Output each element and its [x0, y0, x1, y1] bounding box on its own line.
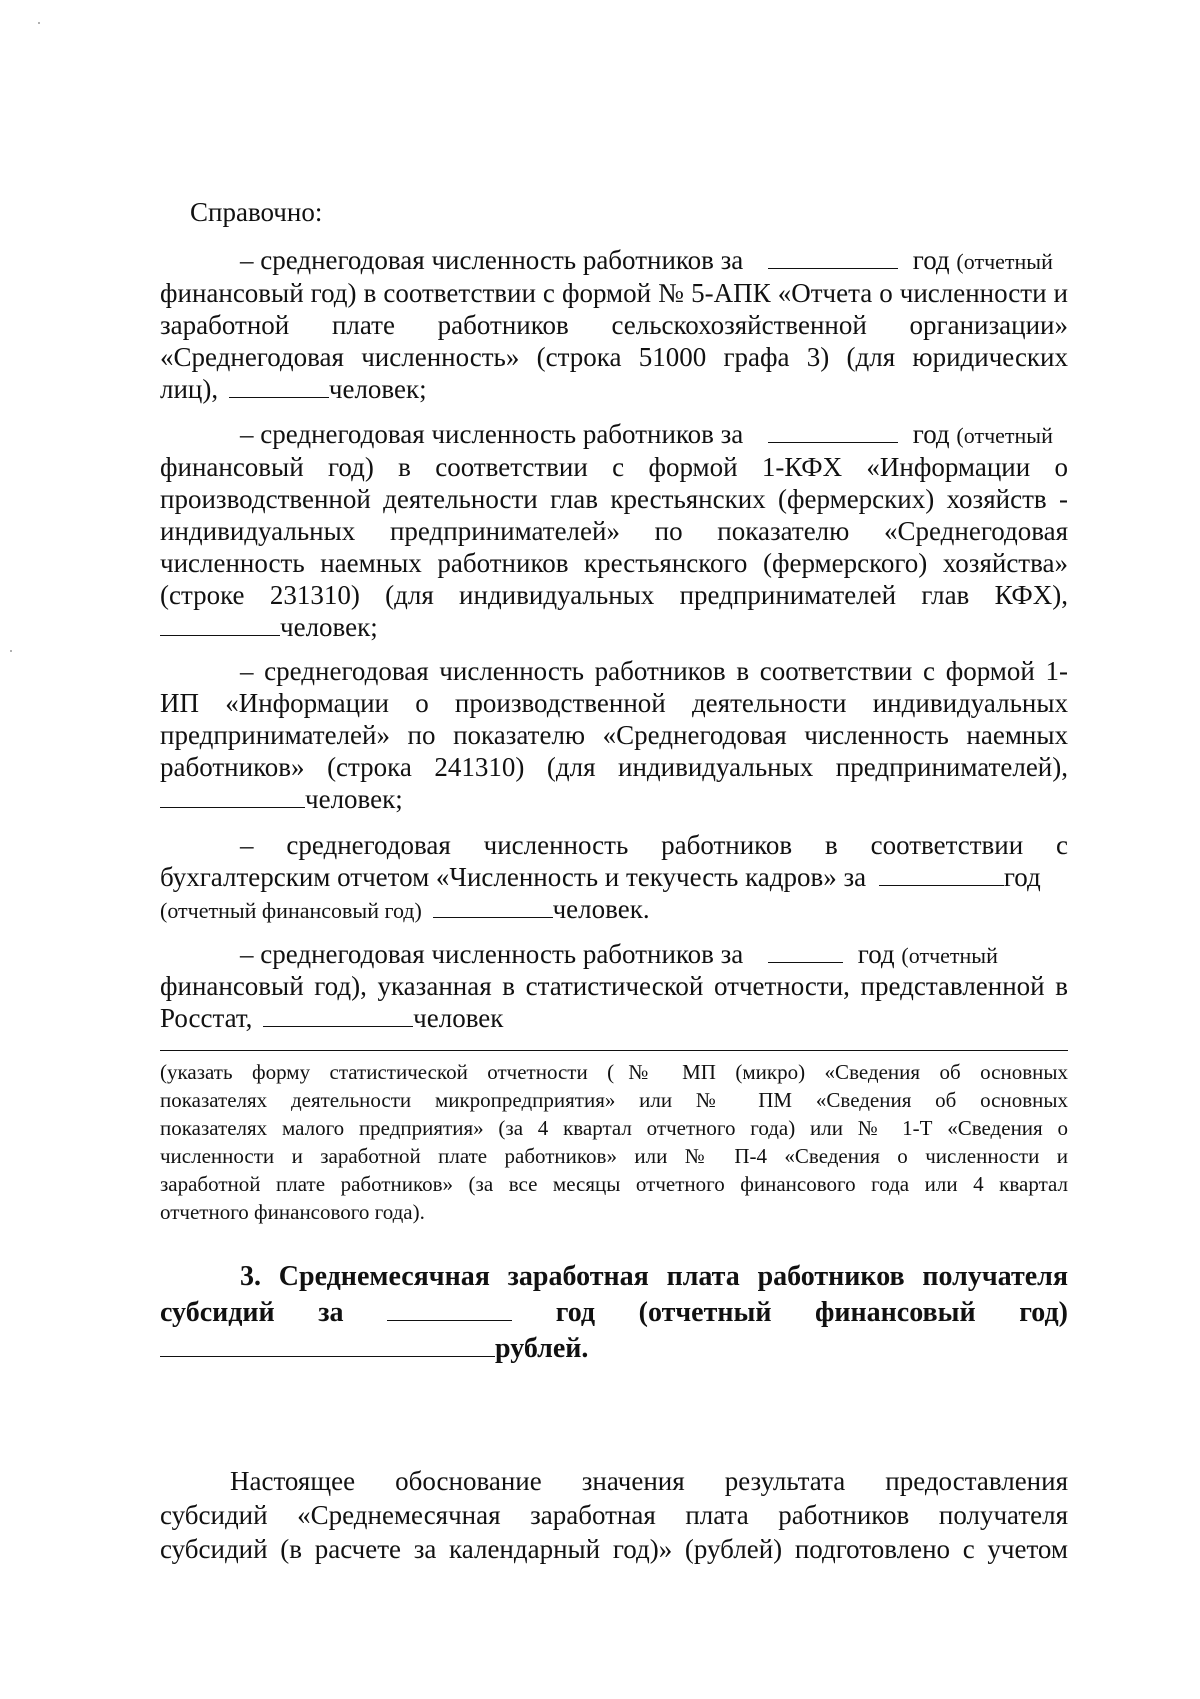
p5-line1 — [240, 938, 1068, 972]
p4-reporting: (отчетный финансовый год) — [160, 898, 422, 923]
note-line1: (указать форму статистической отчетности (№ МП (микро) «Сведения об основных — [160, 1060, 1068, 1084]
p3-line1: – среднегодовая численность работников в соответствии с формой 1- — [240, 656, 1068, 686]
p1-line3: заработной плате работников сельскохозяйственной организации» — [160, 310, 1068, 340]
p2-line2: финансовый год) в соответствии с формой 1-КФХ «Информации о — [160, 452, 1068, 482]
p4-year: год — [1003, 862, 1041, 892]
p1-line1 — [240, 244, 1068, 278]
p3-line3: предпринимателей» по показателю «Среднегодовая численность наемных — [160, 720, 1068, 750]
count-blank — [229, 375, 329, 398]
final-line1: Настоящее обоснование значения результата предоставления — [230, 1466, 1068, 1496]
p4-line2 — [160, 861, 1068, 893]
p1-line5 — [160, 373, 1068, 405]
section3-word: год — [555, 1297, 596, 1328]
p5-persons: человек — [413, 1003, 504, 1033]
p2-line5: численность наемных работников крестьянского (фермерского) хозяйства» — [160, 548, 1068, 578]
amount-blank — [160, 1334, 495, 1357]
note-line2: показателях деятельности микропредприятия» или № ПМ «Сведения об основных — [160, 1088, 1068, 1112]
p3-line2: ИП «Информации о производственной деятельности индивидуальных — [160, 688, 1068, 718]
p2-line1 — [240, 418, 1068, 452]
count-blank — [433, 895, 553, 918]
p5-year: год — [857, 939, 895, 969]
count-blank — [160, 613, 280, 636]
p2-line6: (строке 231310) (для индивидуальных предпринимателей глав КФХ), — [160, 580, 1068, 610]
p5-line2: финансовый год), указанная в статистической отчетности, представленной в — [160, 971, 1068, 1001]
final-line2: субсидий «Среднемесячная заработная плата работников получателя — [160, 1500, 1068, 1530]
p4-line3 — [160, 893, 1068, 927]
p5-text: Росстат, — [160, 1003, 253, 1033]
note-line6: отчетного финансового года). — [160, 1200, 425, 1224]
section3-rubles: рублей. — [495, 1333, 589, 1364]
section3-word: за — [318, 1297, 344, 1328]
section3-line3 — [160, 1333, 1068, 1365]
note-rule — [160, 1050, 1068, 1051]
count-blank — [160, 785, 305, 808]
note-line5: заработной плате работников» (за все месяцы отчетного финансового года или 4 квартал — [160, 1172, 1068, 1196]
p1-persons: человек; — [328, 374, 427, 404]
p4-persons: человек. — [552, 894, 650, 924]
p2-line7 — [160, 611, 1068, 643]
reference-heading: Справочно: — [190, 197, 323, 227]
p2-year: год — [912, 419, 950, 449]
note-line3: показателях малого предприятия» (за 4 квартал отчетного года) или № 1-Т «Сведения о — [160, 1116, 1068, 1140]
p5-line3 — [160, 1002, 1068, 1034]
p2-text: – среднегодовая численность работников за — [240, 419, 744, 449]
p1-line2: финансовый год) в соответствии с формой № 5-АПК «Отчета о численности и — [160, 278, 1068, 308]
p1-line4: «Среднегодовая численность» (строка 51000 графа 3) (для юридических — [160, 342, 1068, 372]
p3-persons: человек; — [305, 784, 403, 814]
section3-word: (отчетный — [638, 1297, 772, 1328]
note-line4: численности и заработной плате работников» или № П-4 «Сведения о численности и — [160, 1144, 1068, 1168]
p2-line3: производственной деятельности глав крестьянских (фермерских) хозяйств - — [160, 484, 1068, 514]
section3-word: финансовый — [815, 1297, 976, 1328]
p5-reporting: (отчетный — [901, 943, 998, 968]
p3-line4: работников» (строка 241310) (для индивидуальных предпринимателей), — [160, 752, 1068, 782]
scan-speck — [10, 650, 12, 652]
section3-heading: 3. Среднемесячная заработная плата работников получателя — [240, 1261, 1068, 1292]
year-blank — [768, 420, 898, 443]
p1-year: год — [912, 245, 950, 275]
year-blank — [387, 1298, 512, 1321]
p1-text: лиц), — [160, 374, 219, 404]
section3-word: год) — [1019, 1297, 1068, 1328]
p1-reporting: (отчетный — [956, 249, 1053, 274]
year-blank — [768, 246, 898, 269]
p2-reporting: (отчетный — [956, 423, 1053, 448]
p5-text: – среднегодовая численность работников за — [240, 939, 744, 969]
final-line3: субсидий (в расчете за календарный год)» (рублей) подготовлено с учетом — [160, 1534, 1068, 1564]
year-blank — [768, 940, 843, 963]
p4-text: бухгалтерским отчетом «Численность и текучесть кадров» за — [160, 862, 867, 892]
p2-line4: индивидуальных предпринимателей» по показателю «Среднегодовая — [160, 516, 1068, 546]
year-blank — [879, 863, 1004, 886]
count-blank — [263, 1004, 413, 1027]
p4-line1: – среднегодовая численность работников в соответствии с — [240, 830, 1068, 860]
section3-word: субсидий — [160, 1297, 275, 1328]
p2-persons: человек; — [280, 612, 378, 642]
p1-text: – среднегодовая численность работников за — [240, 245, 744, 275]
section3-line2 — [160, 1297, 1068, 1329]
p3-line5 — [160, 783, 1068, 815]
scan-speck — [38, 22, 40, 24]
